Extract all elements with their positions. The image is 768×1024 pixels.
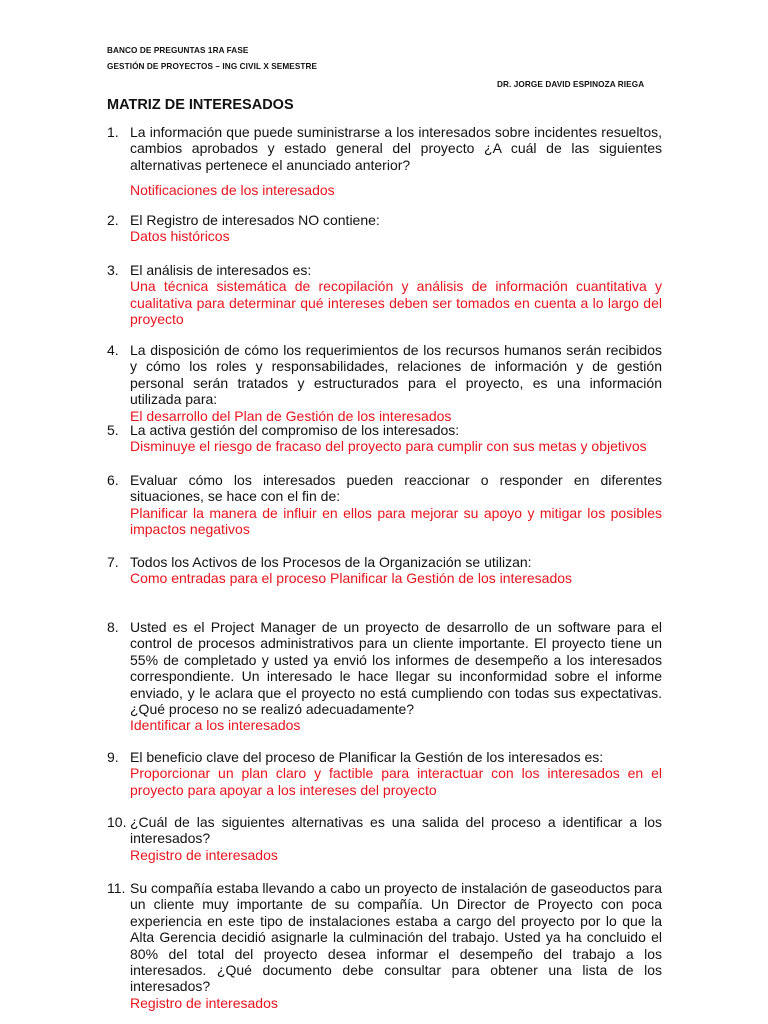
question-10 <box>107 814 662 863</box>
question-5 <box>107 422 662 455</box>
answer-text: Registro de interesados <box>130 994 278 1011</box>
question-number: 3. <box>107 262 119 278</box>
answer-text: Notificaciones de los interesados <box>130 182 335 199</box>
answer-text: Disminuye el riesgo de fracaso del proyecto para cumplir con sus metas y objetivos <box>130 438 647 455</box>
question-6 <box>107 472 662 538</box>
question-text: Usted es el Project Manager de un proyecto de desarrollo de un software para el control de procesos administrativos para un cliente importante. El proyecto tiene un 55% de completado y usted ya envió los informes de desempeño a los interesados correspondiente. Un interesado le hace llegar su inconformidad sobre el informe enviado, y le aclara que el proyecto no está cumpliendo con todas sus expectativas. ¿Qué proceso no se realizó adecuadamente? <box>130 619 662 718</box>
question-number: 10. <box>107 814 127 830</box>
question-number: 7. <box>107 554 119 570</box>
question-text: Todos los Activos de los Procesos de la Organización se utilizan: <box>130 554 532 570</box>
question-number: 8. <box>107 619 119 635</box>
question-text: El análisis de interesados es: <box>130 262 312 278</box>
question-text: El Registro de interesados NO contiene: <box>130 212 380 228</box>
question-text: El beneficio clave del proceso de Planificar la Gestión de los interesados es: <box>130 749 604 765</box>
question-number: 6. <box>107 472 119 488</box>
answer-text: Como entradas para el proceso Planificar la Gestión de los interesados <box>130 570 573 587</box>
header-author: DR. JORGE DAVID ESPINOZA RIEGA <box>497 80 645 89</box>
question-text: ¿Cuál de las siguientes alternativas es una salida del proceso a identificar a los interesados? <box>130 814 662 847</box>
header-line-2: GESTIÓN DE PROYECTOS – ING CIVIL X SEMESTRE <box>107 62 318 71</box>
answer-text: Una técnica sistemática de recopilación y análisis de información cuantitativa y cualitativa para determinar qué intereses deben ser tomados en cuenta a lo largo del proyecto <box>130 278 662 328</box>
question-8 <box>107 619 662 734</box>
question-text: La información que puede suministrarse a los interesados sobre incidentes resueltos, cambios aprobados y estado general del proyecto ¿A cuál de las siguientes alternativas pertenece el anunciado anterior? <box>130 124 662 173</box>
question-number: 11. <box>107 880 126 896</box>
question-1 <box>107 124 662 199</box>
answer-text: Planificar la manera de influir en ellos para mejorar su apoyo y mitigar los posibles impactos negativos <box>130 504 662 538</box>
page-title: MATRIZ DE INTERESADOS <box>107 97 294 113</box>
question-text: Evaluar cómo los interesados pueden reaccionar o responder en diferentes situaciones, se hace con el fin de: <box>130 472 662 505</box>
question-number: 1. <box>107 124 119 140</box>
question-number: 2. <box>107 212 119 228</box>
question-text: La disposición de cómo los requerimientos de los recursos humanos serán recibidos y cómo los roles y responsabilidades, relaciones de información y de gestión personal serán tratados y estructurados para el proyecto, es una información utilizada para: <box>130 342 662 408</box>
answer-text: Identificar a los interesados <box>130 717 301 734</box>
question-text: Su compañía estaba llevando a cabo un proyecto de instalación de gaseoductos para un cliente muy importante de su compañía. Un Director de Proyecto con poca experiencia en este tipo de instalaciones estaba a cargo del proyecto por lo que la Alta Gerencia decidió asignarle la culminación del trabajo. Usted ya ha concluido el 80% del total del proyecto desea informar el desempeño del trabajo a los interesados. ¿Qué documento debe consultar para obtener una lista de los interesados? <box>130 880 662 995</box>
answer-text: Proporcionar un plan claro y factible para interactuar con los interesados en el proyecto para apoyar a los intereses del proyecto <box>130 765 662 798</box>
header-line-1: BANCO DE PREGUNTAS 1RA FASE <box>107 46 249 55</box>
question-number: 9. <box>107 749 119 765</box>
answer-text: El desarrollo del Plan de Gestión de los interesados <box>130 407 452 424</box>
question-number: 5. <box>107 422 119 438</box>
question-11 <box>107 880 662 1011</box>
answer-text: Registro de interesados <box>130 846 278 863</box>
question-4 <box>107 342 662 424</box>
question-number: 4. <box>107 342 119 358</box>
question-2 <box>107 212 662 245</box>
question-9 <box>107 749 662 798</box>
question-text: La activa gestión del compromiso de los interesados: <box>130 422 460 438</box>
answer-text: Datos históricos <box>130 228 230 245</box>
question-3 <box>107 262 662 328</box>
question-7 <box>107 554 662 587</box>
